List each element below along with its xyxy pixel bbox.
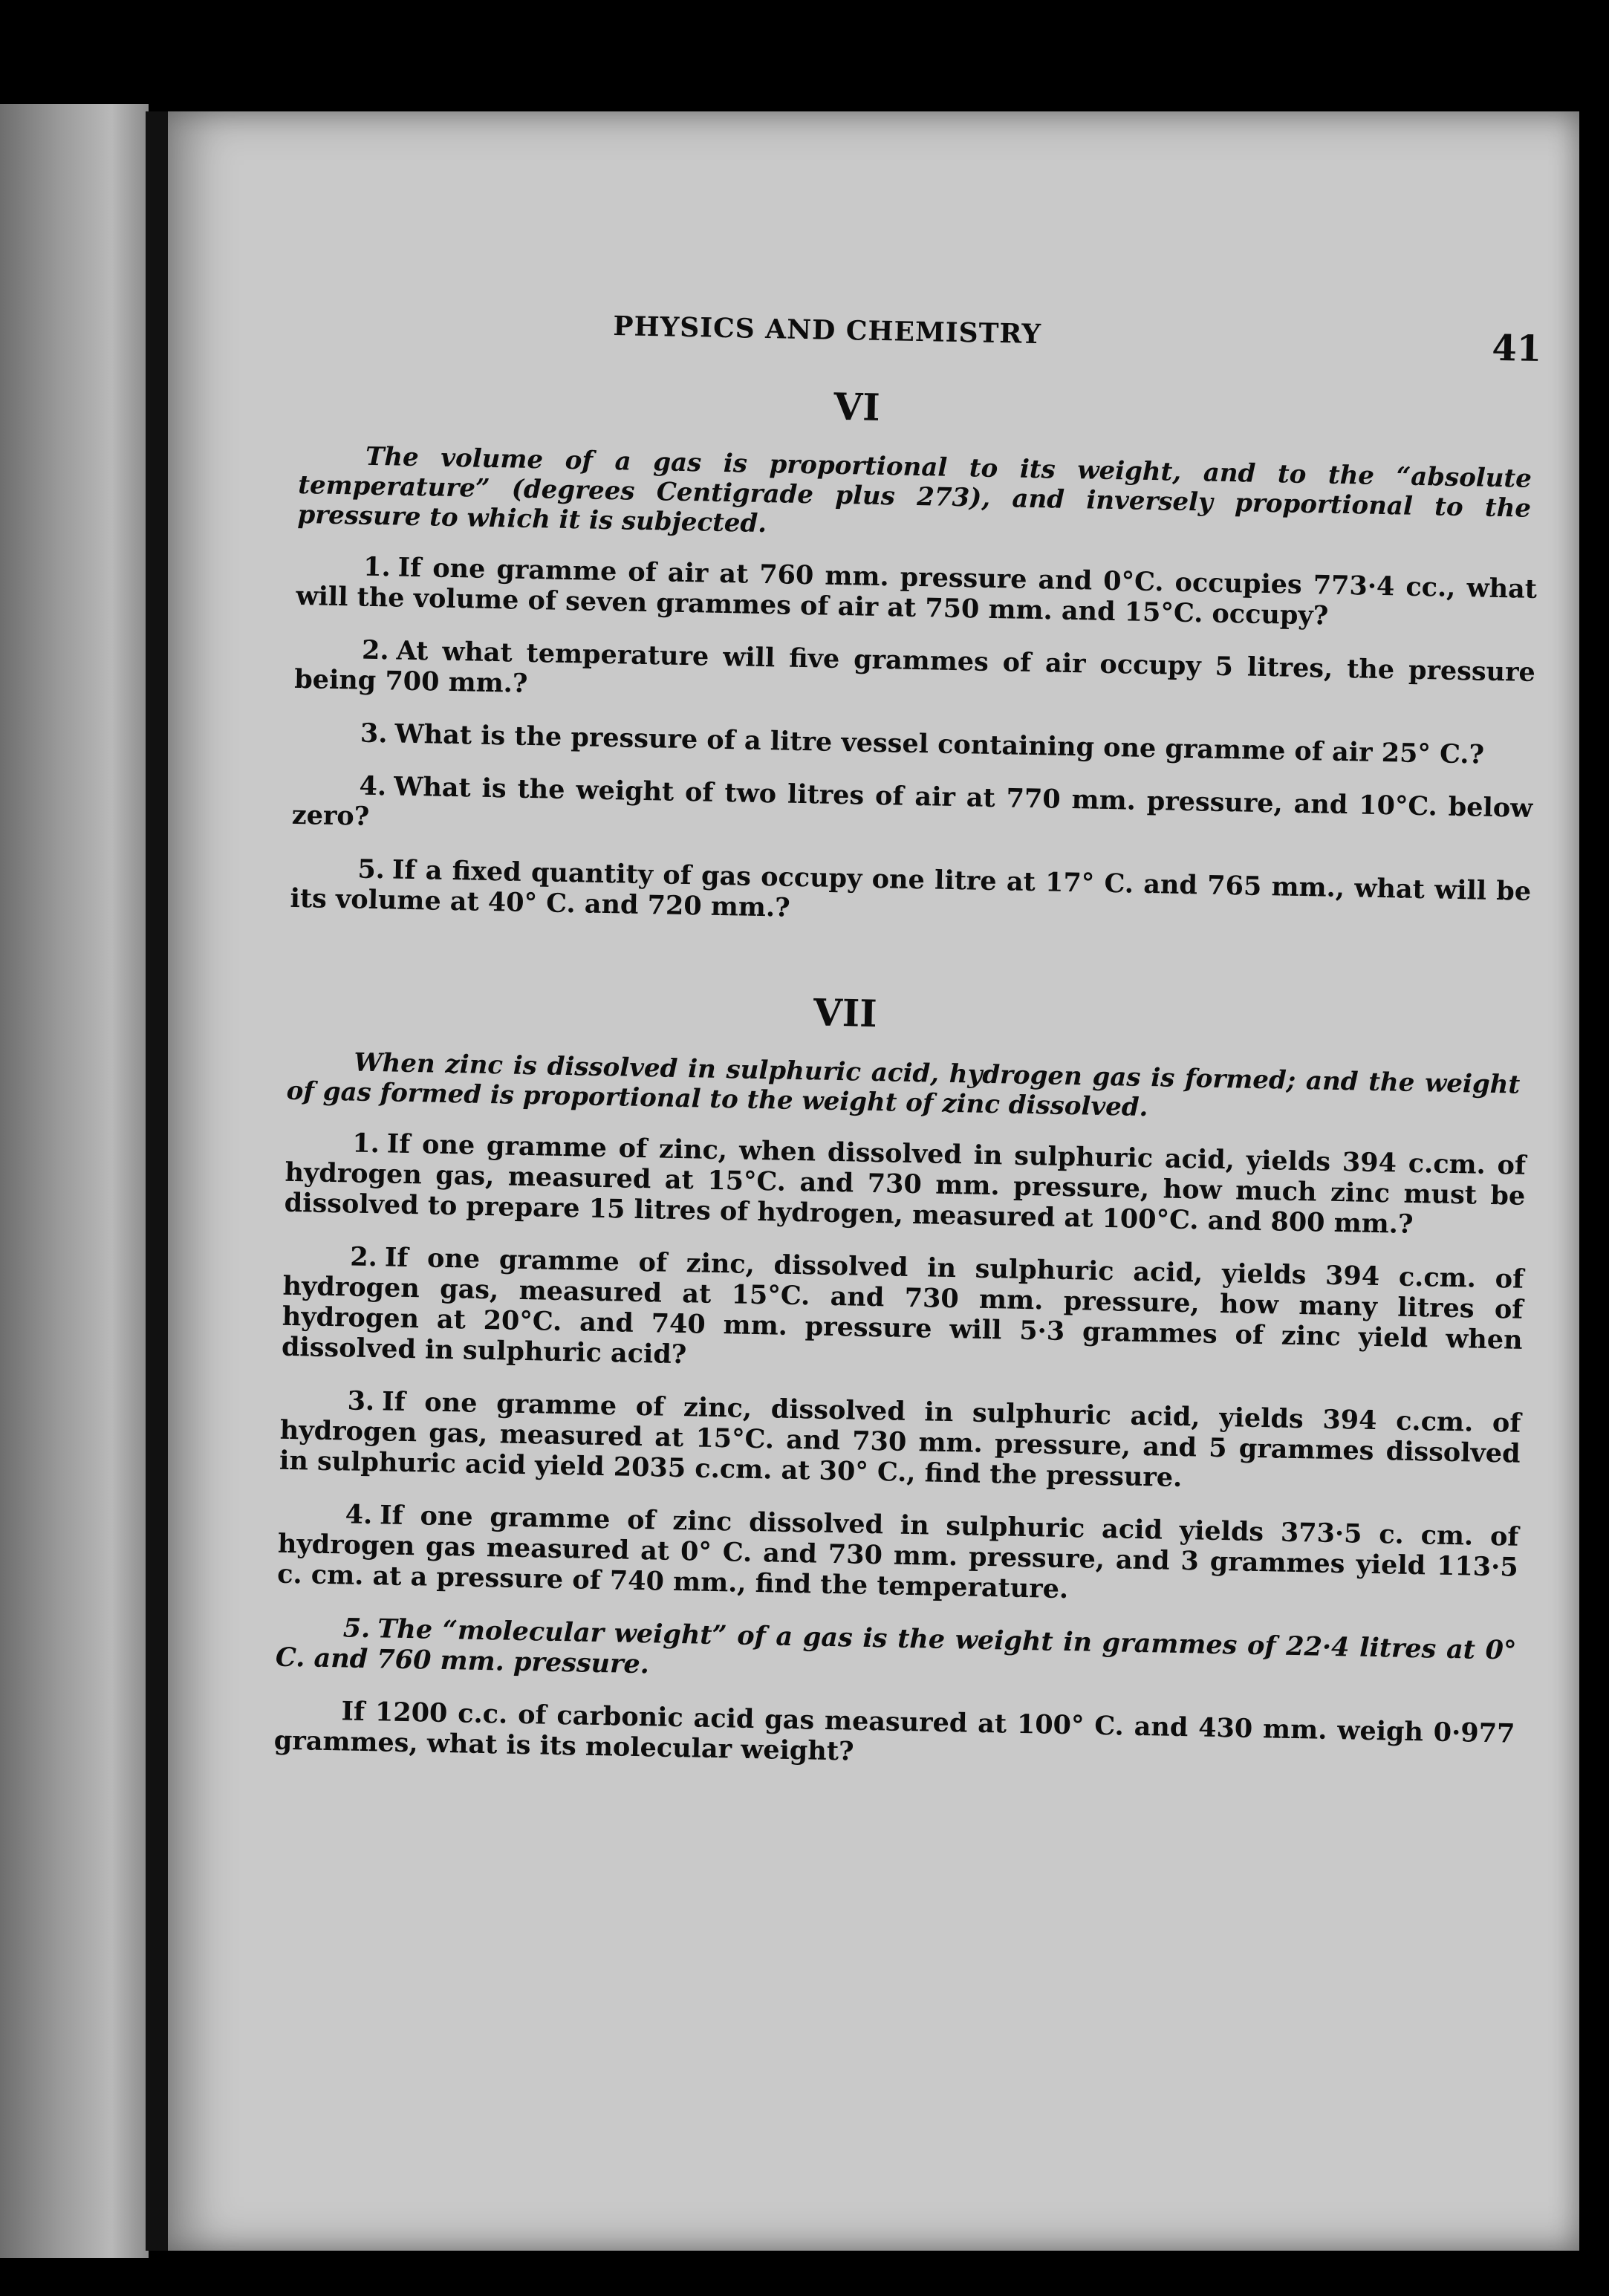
problem-text: If one gramme of zinc, dissolved in sulphuric acid, yields 394 c.cm. of hydrogen gas, measured at 15°C. and 730 mm. pressure, how many litres of hydrogen at 20°C. and 740 mm. pressure will 5·3 grammes of zinc yield when dissolved in sulphuric acid? xyxy=(281,1242,1524,1370)
problem-text: If one gramme of zinc, when dissolved in sulphuric acid, yields 394 c.cm. of hydrogen gas, measured at 15°C. and 730 mm. pressure, how much zinc must be dissolved to prepare 15 litres of hydrogen, measured at 100°C. and 800 mm.? xyxy=(284,1128,1527,1240)
book-gutter xyxy=(146,111,168,2251)
principle-vi: The volume of a gas is proportional to its weight, and to the “absolute temperature” (degrees Centigrade plus 273), and inversely proportional to the pressure to which it is subjected. xyxy=(297,441,1532,539)
problem-text: What is the pressure of a litre vessel containing one gramme of air 25° C.? xyxy=(394,718,1485,770)
problem-vii-5 xyxy=(276,1612,1517,1697)
principle-vii: When zinc is dissolved in sulphuric acid, hydrogen gas is formed; and the weight of gas formed is proportional to the weight of zinc dissolved. xyxy=(286,1047,1521,1123)
problem-text: If one gramme of air at 760 mm. pressure and 0°C. occupies 773·4 cc., what will the volume of seven grammes of air at 750 mm. and 15°C. occupy? xyxy=(296,552,1538,631)
problem-vi-3 xyxy=(293,717,1534,771)
problem-number: 2. xyxy=(350,1241,378,1273)
problem-number: 4. xyxy=(345,1499,373,1531)
problem-number: 5. xyxy=(357,853,386,885)
problem-number: 1. xyxy=(363,551,391,583)
section-vii xyxy=(273,980,1527,1778)
page-content xyxy=(273,305,1542,1799)
section-heading-vii: VII xyxy=(813,990,878,1036)
problem-vii-4 xyxy=(277,1498,1519,1613)
problem-text: If one gramme of zinc, dissolved in sulphuric acid, yields 394 c.cm. of hydrogen gas, measured at 15°C. and 730 mm. pressure, and 5 grammes dissolved in sulphuric acid yield 2035 c.cm. at 30° C., find the pressure. xyxy=(279,1386,1521,1494)
problem-number: 4. xyxy=(359,770,387,802)
problem-vii-3 xyxy=(279,1385,1521,1500)
page-number: 41 xyxy=(1491,327,1542,371)
problem-vi-1 xyxy=(296,550,1537,635)
problem-text: If a fixed quantity of gas occupy one litre at 17° C. and 765 mm., what will be its volume at 40° C. and 720 mm.? xyxy=(290,854,1532,923)
section-heading-vi: VI xyxy=(833,384,881,429)
running-head xyxy=(301,305,1542,378)
problem-vi-4 xyxy=(291,770,1532,854)
problem-number: 1. xyxy=(351,1128,380,1160)
section-vi xyxy=(290,374,1538,935)
problem-number: 3. xyxy=(360,718,388,749)
problem-vi-5 xyxy=(290,853,1531,937)
problem-number: 2. xyxy=(361,634,390,666)
problem-number: 5. xyxy=(342,1613,371,1645)
running-title: PHYSICS AND CHEMISTRY xyxy=(613,310,1042,351)
facing-page-edge xyxy=(0,104,149,2258)
problem-vi-2 xyxy=(294,634,1535,718)
problem-vii-2 xyxy=(282,1240,1524,1386)
problem-text: What is the weight of two litres of air at 770 mm. pressure, and 10°C. below zero? xyxy=(291,771,1533,832)
problem-vii-final: If 1200 c.c. of carbonic acid gas measured at 100° C. and 430 mm. weigh 0·977 grammes, what is its molecular weight? xyxy=(273,1696,1515,1767)
problem-text: At what temperature will five grammes of air occupy 5 litres, the pressure being 700 mm.? xyxy=(293,635,1536,699)
book-page xyxy=(168,111,1579,2251)
problem-text: The “molecular weight” of a gas is the weight in grammes of 22·4 litres at 0° C. and 760 mm. pressure. xyxy=(275,1613,1517,1680)
problem-number: 3. xyxy=(347,1385,375,1417)
problem-vii-1 xyxy=(284,1127,1526,1242)
problem-text: If one gramme of zinc dissolved in sulphuric acid yields 373·5 c. cm. of hydrogen gas measured at 0° C. and 730 mm. pressure, and 3 grammes yield 113·5 c. cm. at a pressure of 740 mm., find the temperature. xyxy=(276,1500,1519,1605)
